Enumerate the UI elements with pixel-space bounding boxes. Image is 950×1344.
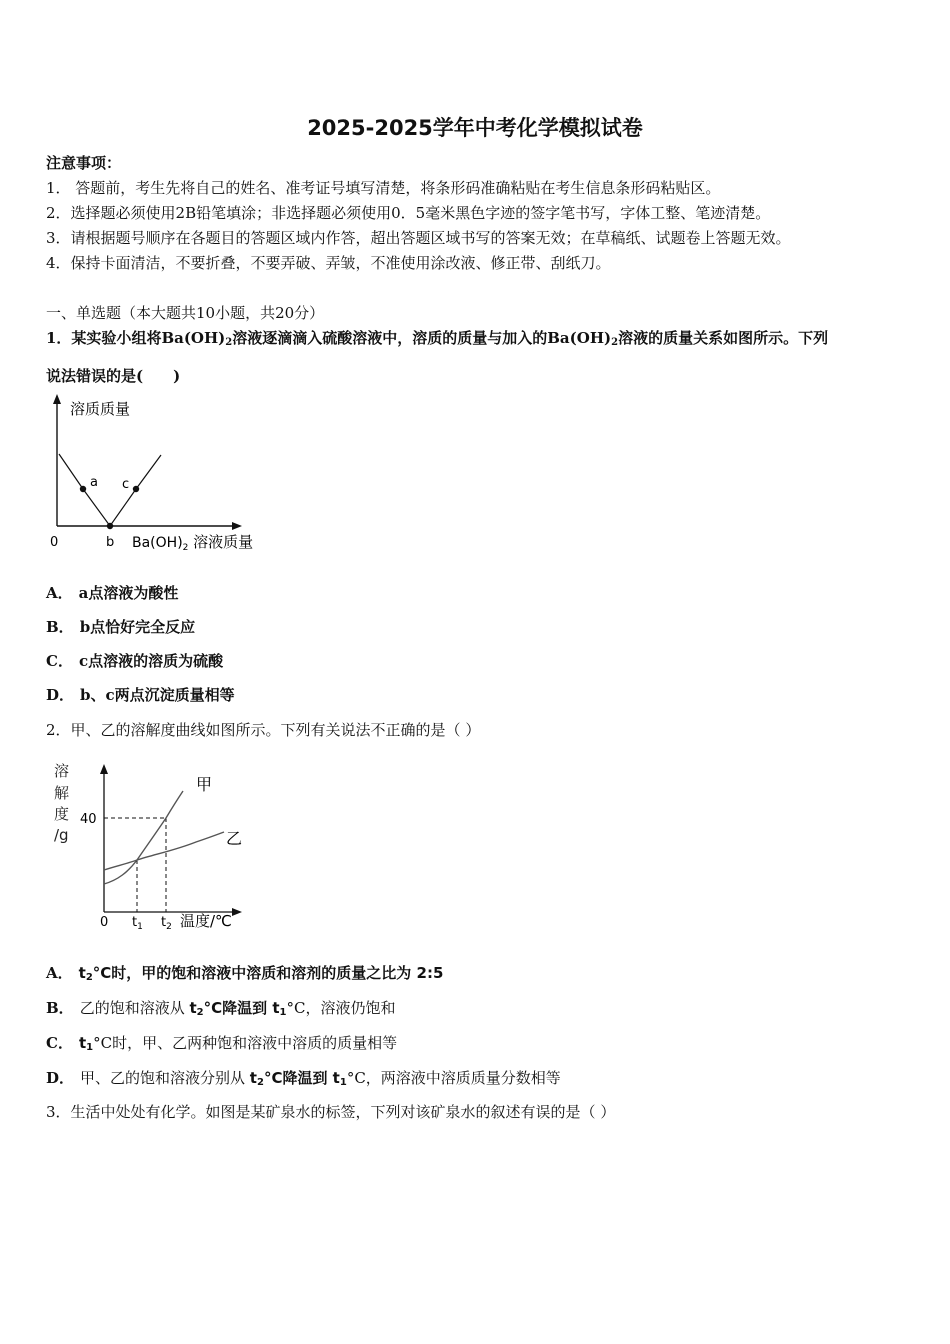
y-axis-label: 溶质质量 — [70, 400, 131, 418]
x-axis-arrow — [232, 908, 242, 916]
q1-option-c[interactable]: C． c点溶液的溶质为硫酸 — [46, 652, 224, 670]
section-heading: 一、单选题（本大题共10小题，共20分） — [46, 304, 325, 322]
solute-curve — [59, 454, 161, 526]
point-c-marker — [133, 486, 139, 492]
question-3-stem: 3．生活中处处有化学。如图是某矿泉水的标签，下列对该矿泉水的叙述有误的是（ ） — [46, 1103, 616, 1121]
q1-option-b[interactable]: B． b点恰好完全反应 — [46, 618, 196, 636]
question-1-stem: 1．某实验小组将$Ba(OH)_2$溶液逐滴滴入硫酸溶液中，溶质的质量与加入的$Ba(OH)_2$溶液的质量关系如图所示。下列 — [46, 329, 829, 348]
point-a-marker — [80, 486, 86, 492]
x-axis-arrow — [232, 522, 242, 530]
page-title: 2025-2025学年中考化学模拟试卷 — [307, 116, 643, 140]
x-axis-label: $Ba(OH)_2$ 溶液质量 — [132, 533, 254, 553]
t1-label: $t_1$ — [132, 915, 143, 932]
x-axis-label: 温度/℃ — [180, 912, 232, 930]
question-2-stem: 2．甲、乙的溶解度曲线如图所示。下列有关说法不正确的是（ ） — [46, 721, 481, 739]
origin-label: 0 — [100, 915, 109, 930]
y-axis-label — [54, 762, 69, 844]
notice-item-1: 1． 答题前，考生先将自己的姓名、准考证号填写清楚，将条形码准确粘贴在考生信息条形码粘贴区。 — [46, 179, 721, 197]
curve-yi — [104, 832, 224, 870]
point-b-label: b — [106, 535, 115, 550]
t2-label: $t_2$ — [161, 915, 172, 932]
svg-text:溶: 溶 — [54, 762, 70, 780]
curve-jia — [104, 791, 183, 884]
y-axis-arrow — [100, 764, 108, 774]
question-1-stem-line2: 说法错误的是( ) — [46, 367, 181, 385]
notice-heading: 注意事项： — [46, 154, 122, 172]
curve-yi-label: 乙 — [226, 829, 243, 848]
q1-option-a[interactable]: A． a点溶液为酸性 — [46, 584, 179, 602]
point-c-label: c — [122, 477, 130, 492]
svg-text:解: 解 — [54, 784, 70, 802]
curve-jia-label: 甲 — [196, 775, 213, 794]
point-a-label: a — [90, 475, 98, 490]
point-b-marker — [107, 523, 113, 529]
q2-option-a[interactable]: A． $t_2^\circ C$时，甲的饱和溶液中溶质和溶剂的质量之比为 2:5 — [46, 964, 444, 983]
notice-item-4: 4．保持卡面清洁，不要折叠，不要弄破、弄皱，不准使用涂改液、修正带、刮纸刀。 — [46, 254, 611, 272]
svg-text:/g: /g — [54, 826, 69, 844]
notice-item-2: 2．选择题必须使用2B铅笔填涂；非选择题必须使用0．5毫米黑色字迹的签字笔书写，字体工整、笔迹清楚。 — [46, 204, 771, 222]
q2-option-b[interactable]: B． 乙的饱和溶液从 $t_2^\circ C$降温到 $t_1^\circ C$，溶液仍饱和 — [46, 999, 396, 1018]
svg-text:度: 度 — [54, 805, 70, 823]
question-2-figure — [46, 756, 256, 936]
y-axis-arrow — [53, 394, 61, 404]
q2-option-c[interactable]: C． $t_1^\circ C$时，甲、乙两种饱和溶液中溶质的质量相等 — [46, 1034, 398, 1053]
q1-option-d[interactable]: D． b、c两点沉淀质量相等 — [46, 686, 235, 704]
q2-option-d[interactable]: D． 甲、乙的饱和溶液分别从 $t_2^\circ C$降温到 $t_1^\circ C$，两溶液中溶质质量分数相等 — [46, 1069, 561, 1088]
notice-item-3: 3．请根据题号顺序在各题目的答题区域内作答，超出答题区域书写的答案无效；在草稿纸、试题卷上答题无效。 — [46, 229, 791, 247]
question-1-figure — [40, 392, 280, 562]
y-tick-40: 40 — [80, 812, 97, 827]
origin-label: 0 — [50, 535, 59, 550]
